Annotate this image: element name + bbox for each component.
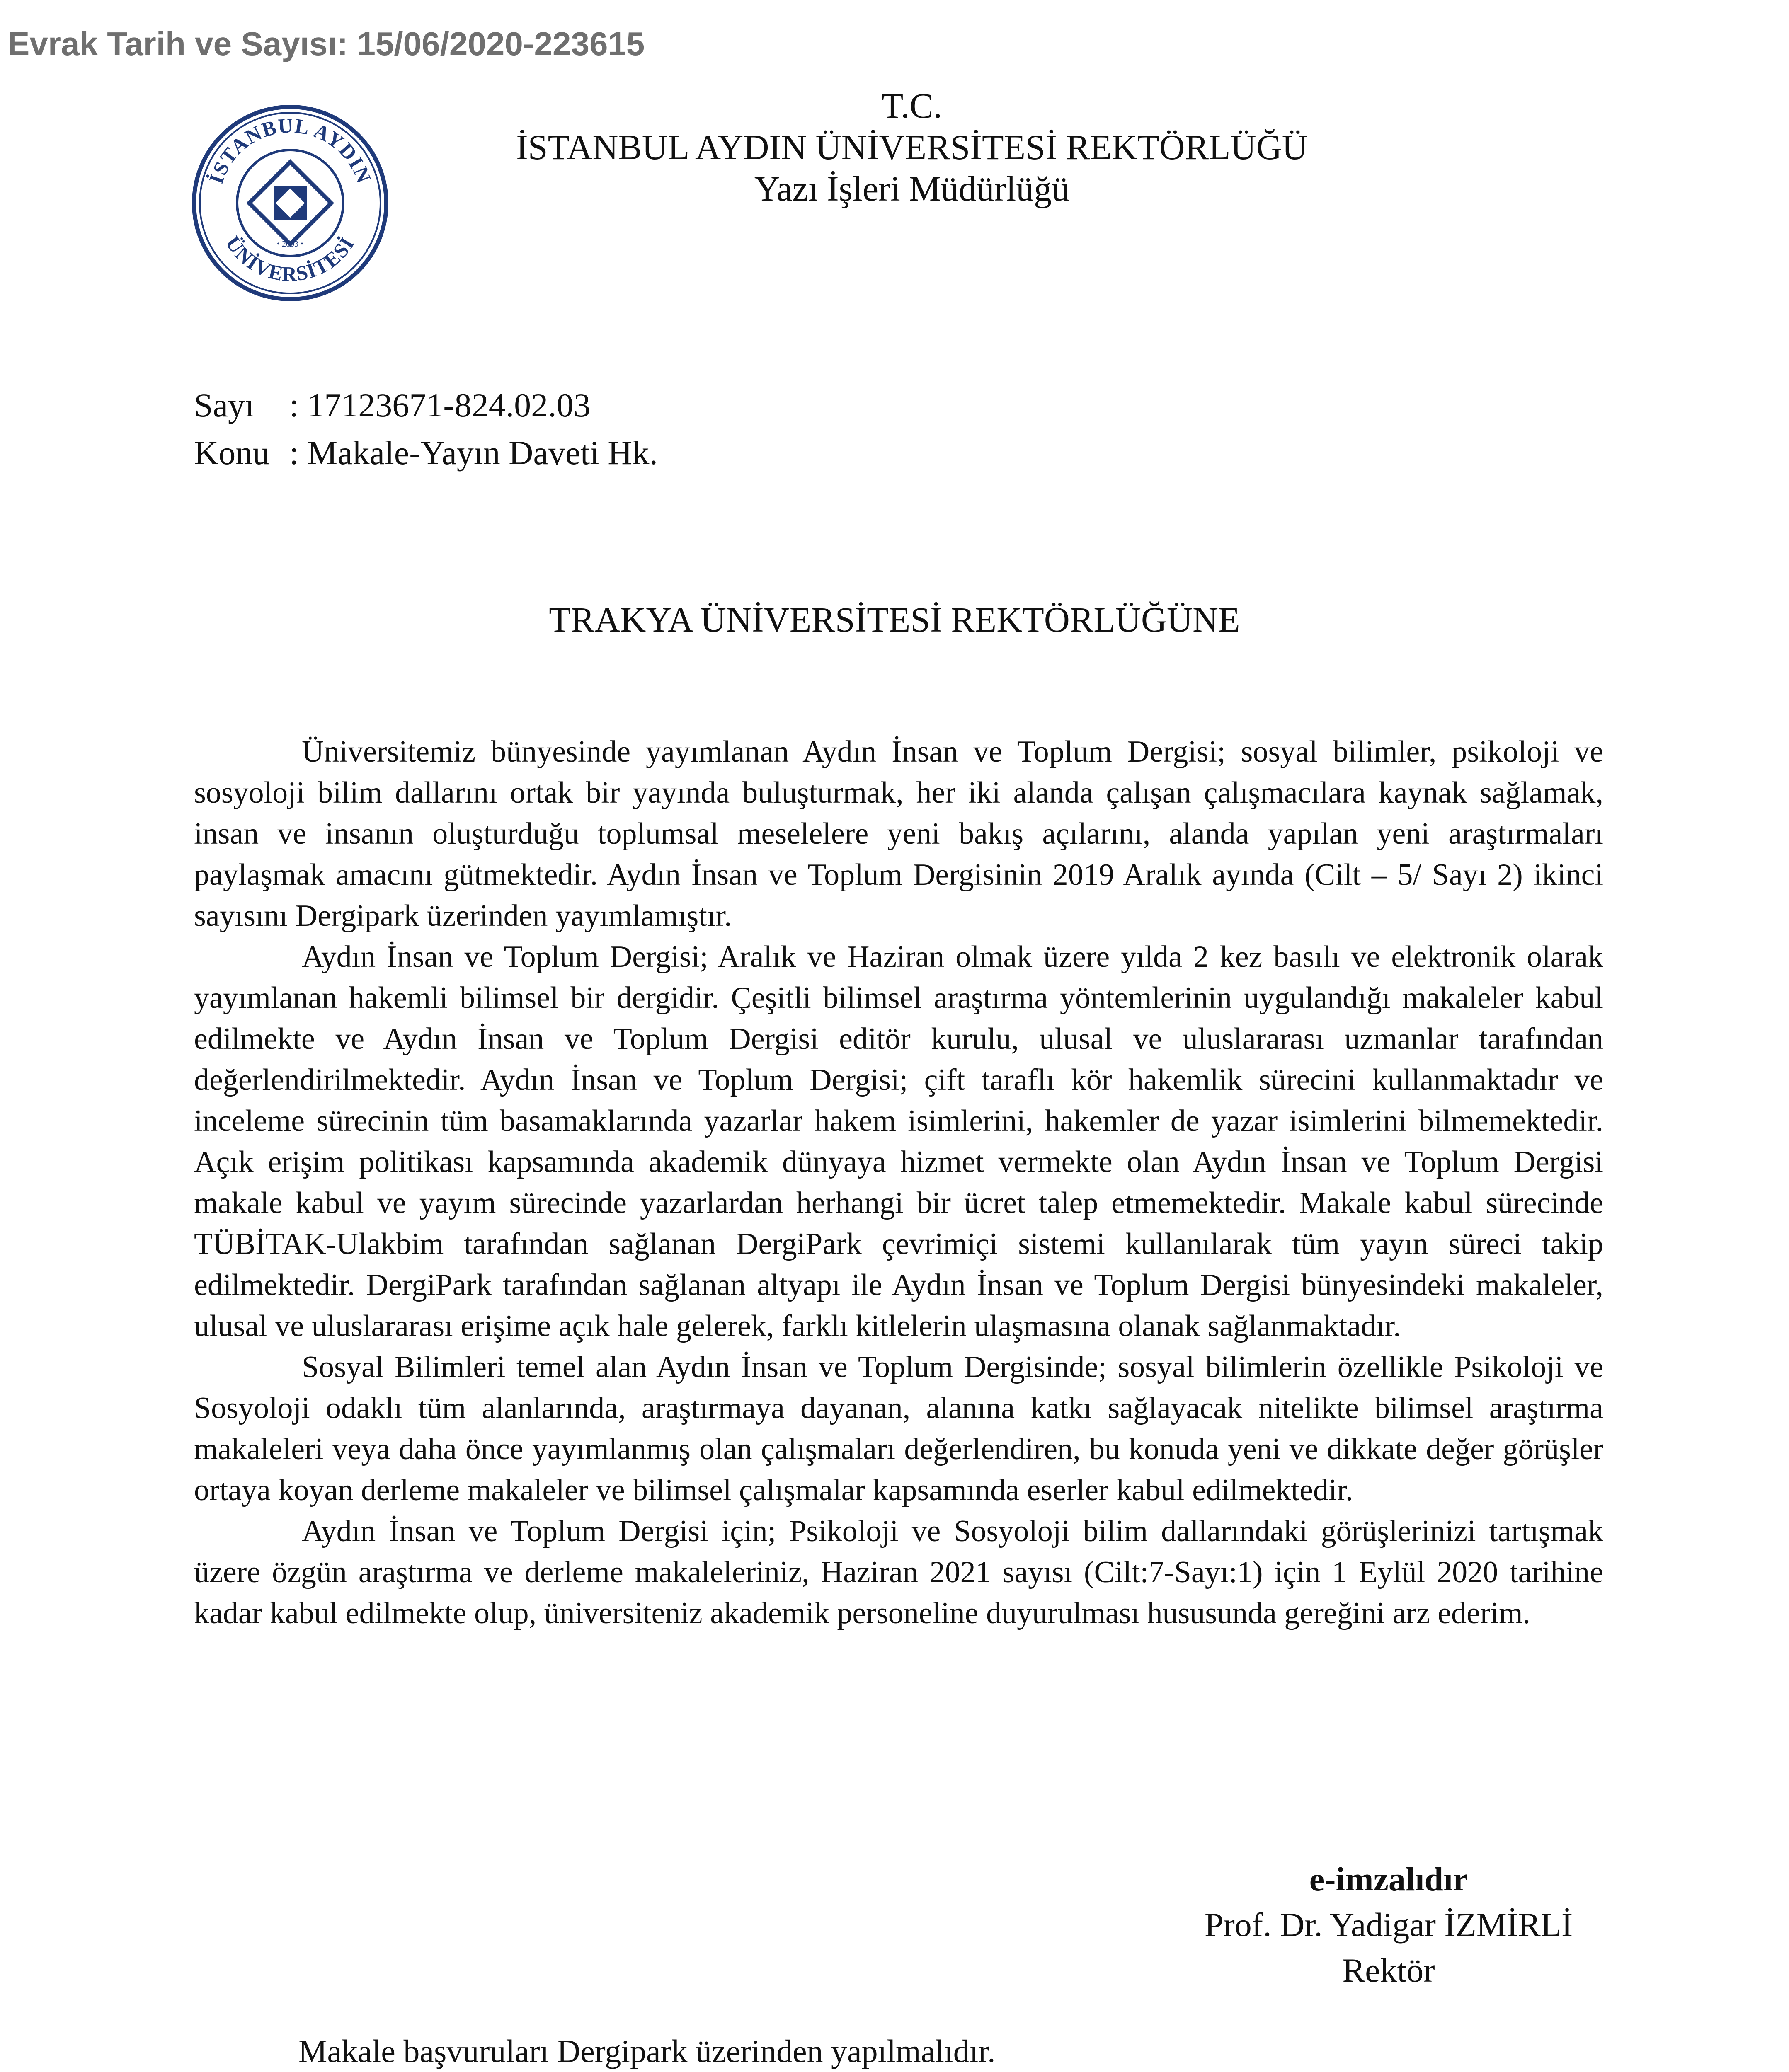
sayi-value: : 17123671-824.02.03	[289, 386, 591, 424]
letter-body	[194, 731, 1603, 1634]
recipient-heading: TRAKYA ÜNİVERSİTESİ REKTÖRLÜĞÜNE	[549, 600, 1240, 639]
meta-konu-row	[194, 429, 658, 477]
seal-text-bottom: ÜNİVERSİTESİ	[221, 232, 359, 286]
body-paragraph: Aydın İnsan ve Toplum Dergisi için; Psikoloji ve Sosyoloji bilim dallarındaki görüşlerinizi tartışmak üzere özgün araştırma ve derleme makaleleriniz, Haziran 2021 sayısı (Cilt:7-Sayı:1) için 1 Eylül 2020 tarihine kadar kabul edilmekte olup, üniversiteniz akademik personeline duyurulması hususunda gereğini arz ederim.	[194, 1514, 1603, 1630]
konu-label: Konu	[194, 434, 270, 472]
sayi-label: Sayı	[194, 386, 255, 424]
esign-label: e-imzalıdır	[1309, 1860, 1468, 1898]
body-paragraph: Aydın İnsan ve Toplum Dergisi; Aralık ve Haziran olmak üzere yılda 2 kez basılı ve elektronik olarak yayımlanan hakemli bilimsel bir dergidir. Çeşitli bilimsel araştırma yöntemlerinin uygulandığı makaleler kabul edilmekte ve Aydın İnsan ve Toplum Dergisi editör kurulu, ulusal ve uluslararası uzmanlar tarafından değerlendirilmektedir. Aydın İnsan ve Toplum Dergisi; çift taraflı kör hakemlik sürecini kullanmaktadır ve inceleme sürecinin tüm basamaklarında yazarlar hakem isimlerini, hakemler de yazar isimlerini bilmemektedir. Açık erişim politikası kapsamında akademik dünyaya hizmet vermekte olan Aydın İnsan ve Toplum Dergisi makale kabul ve yayım sürecinde yazarlardan herhangi bir ücret talep etmemektedir. Makale kabul sürecinde TÜBİTAK-Ulakbim tarafından sağlanan DergiPark çevrimiçi sistemi kullanılarak tüm yayın süreci takip edilmektedir. DergiPark tarafından sağlanan altyapı ile Aydın İnsan ve Toplum Dergisi bünyesindeki makaleler, ulusal ve uluslararası erişime açık hale gelerek, farklı kitlelerin ulaşmasına olanak sağlanmaktadır.	[194, 940, 1603, 1343]
header-tc: T.C.	[881, 86, 943, 126]
body-paragraph: Sosyal Bilimleri temel alan Aydın İnsan ve Toplum Dergisinde; sosyal bilimlerin özellikle Psikoloji ve Sosyoloji odaklı tüm alanlarında, araştırmaya dayanan, alanına katkı sağlayacak nitelikte bilimsel araştırma makaleleri veya daha önce yayımlanmış olan çalışmaları değerlendiren, bu konuda yeni ve dikkate değer görüşler ortaya koyan derleme makaleler ve bilimsel çalışmalar kapsamında eserler kabul edilmektedir.	[194, 1350, 1603, 1507]
university-seal-logo	[191, 104, 390, 303]
note-line-1: Makale başvuruları Dergipark üzerinden yapılmalıdır.	[298, 2033, 996, 2069]
signatory-title: Rektör	[1342, 1951, 1435, 1989]
seal-year: • 2003 •	[276, 240, 304, 249]
header-department: Yazı İşleri Müdürlüğü	[754, 169, 1070, 208]
ebys-date-stamp: Evrak Tarih ve Sayısı: 15/06/2020-223615	[7, 25, 645, 62]
seal-text-top: İSTANBUL AYDIN	[204, 114, 376, 187]
submission-note	[298, 2031, 996, 2072]
body-paragraph: Üniversitemiz bünyesinde yayımlanan Aydın İnsan ve Toplum Dergisi; sosyal bilimler, psikoloji ve sosyoloji bilim dallarını ortak bir yayında buluşturmak, her iki alanda çalışan çalışmacılara kaynak sağlamak, insan ve insanın oluşturduğu toplumsal meselelere yeni bakış açılarını, alanda yapılan yeni araştırmaları paylaşmak amacını gütmektedir. Aydın İnsan ve Toplum Dergisinin 2019 Aralık ayında (Cilt – 5/ Sayı 2) ikinci sayısını Dergipark üzerinden yayımlamıştır.	[194, 735, 1603, 933]
header-institution: İSTANBUL AYDIN ÜNİVERSİTESİ REKTÖRLÜĞÜ	[516, 127, 1308, 167]
meta-sayi-row	[194, 381, 658, 429]
signature-block	[1036, 1857, 1741, 1993]
konu-value: : Makale-Yayın Daveti Hk.	[289, 434, 658, 472]
letterhead	[435, 85, 1389, 209]
signatory-name: Prof. Dr. Yadigar İZMİRLİ	[1204, 1906, 1573, 1944]
document-meta	[194, 381, 658, 477]
